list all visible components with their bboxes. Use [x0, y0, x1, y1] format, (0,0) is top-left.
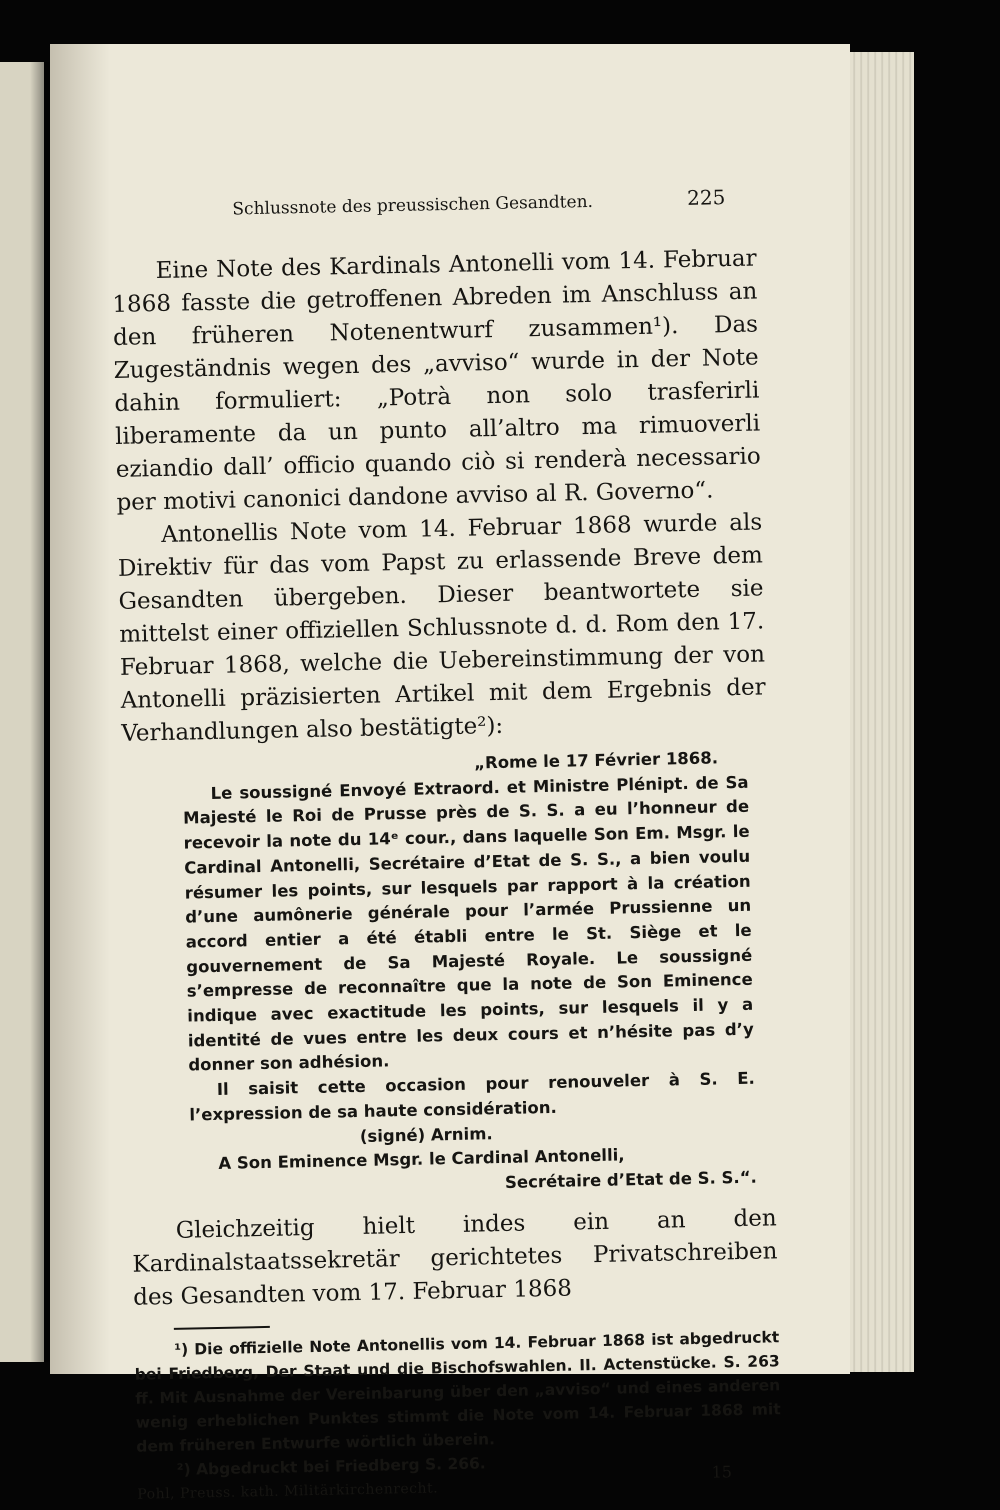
- paragraph-privatschreiben: Gleichzeitig hielt indes ein an den Kardinalstaatssekretär gerichtetes Privatschreiben des Gesandten vom 17. Februar 1868: [132, 1204, 778, 1311]
- quoted-letter: [182, 746, 757, 1202]
- footnote-2: ²) Abgedruckt bei Friedberg S. 266.: [176, 1454, 486, 1479]
- paragraph-antonelli-note: Eine Note des Kardinals Antonelli vom 14. Februar 1868 fasste die getroffenen Abreden im Anschluss an den früheren Notenentwurf zusammen¹). Das Zugeständnis wegen des „avviso“ wurde in der Note dahin formuliert: „Potrà non solo trasferirli liberamente da un punto all’altro ma rimuoverli eziandio dall’ officio quando ciò si renderà necessario per motivi canonici dandone avviso al R. Governo“.: [112, 245, 761, 516]
- quote-address-line-1: A Son Eminence Msgr. le Cardinal Antonelli,: [218, 1145, 625, 1174]
- footnote-1: ¹) Die offizielle Note Antonellis vom 14. Februar 1868 ist abgedruckt bei Friedberg, Der Staat und die Bischofswahlen. II. Actenstücke. S. 263 ff. Mit Ausnahme der Vereinbarung über den „avviso“ und eines anderen wenig erheblichen Punktes stimmt die Note vom 14. Februar 1868 mit dem früheren Entwurfe wörtlich überein.: [134, 1327, 781, 1456]
- stacked-page-edges: [842, 52, 914, 1372]
- running-head-title: Schlussnote des preussischen Gesandten.: [232, 191, 594, 220]
- paragraph-direktiv: Antonellis Note vom 14. Februar 1868 wurde als Direktiv für das vom Papst zu erlassende Breve dem Gesandten übergeben. Dieser beantwortete sie mittelst einer offiziellen Schlussnote d. d. Rom den 17. Februar 1868, welche die Uebereinstimmung der von Antonelli präzisierten Artikel mit dem Ergebnis der Verhandlungen also bestätigte²):: [117, 509, 766, 747]
- page-text-block: [110, 176, 783, 1510]
- quote-address-line-2: Secrétaire d’Etat de S. S.“.: [504, 1167, 758, 1192]
- page-gutter-shadow: [50, 44, 110, 1374]
- page-number: 225: [686, 185, 726, 210]
- left-page-shadow: [30, 62, 52, 1362]
- quote-date: „Rome le 17 Février 1868.: [473, 748, 719, 773]
- quote-signature: (signé) Arnim.: [359, 1123, 493, 1146]
- footnotes: [134, 1325, 782, 1482]
- quote-body: Le soussigné Envoyé Extraord. et Ministre Plénipt. de Sa Majesté le Roi de Prusse près de S. S. a eu l’honneur de recevoir la note du 14ᵉ cour., dans laquelle Son Em. Msgr. le Cardinal Antonelli, Secrétaire d’Etat de S. S., a bien voulu résumer les points, sur lesquels par rapport à la création d’une aumônerie générale pour l’armée Prussienne un accord entier a été établi entre le St. Siège et le gouvernement de Sa Majesté Royale. Le soussigné s’empresse de reconnaître que la note de Son Eminence indique avec exactitude les points, sur lesquels il y a identité de vues entre les deux cours et n’hésite pas d’y donner son adhésion.: [182, 772, 754, 1075]
- quote-closing: Il saisit cette occasion pour renouveler à S. E. l’expression de sa haute considération.: [189, 1068, 755, 1125]
- signature-text: Pohl, Preuss. kath. Militärkirchenrecht.: [137, 1480, 439, 1503]
- footnote-divider: [174, 1326, 270, 1330]
- signature-number: 15: [711, 1461, 733, 1482]
